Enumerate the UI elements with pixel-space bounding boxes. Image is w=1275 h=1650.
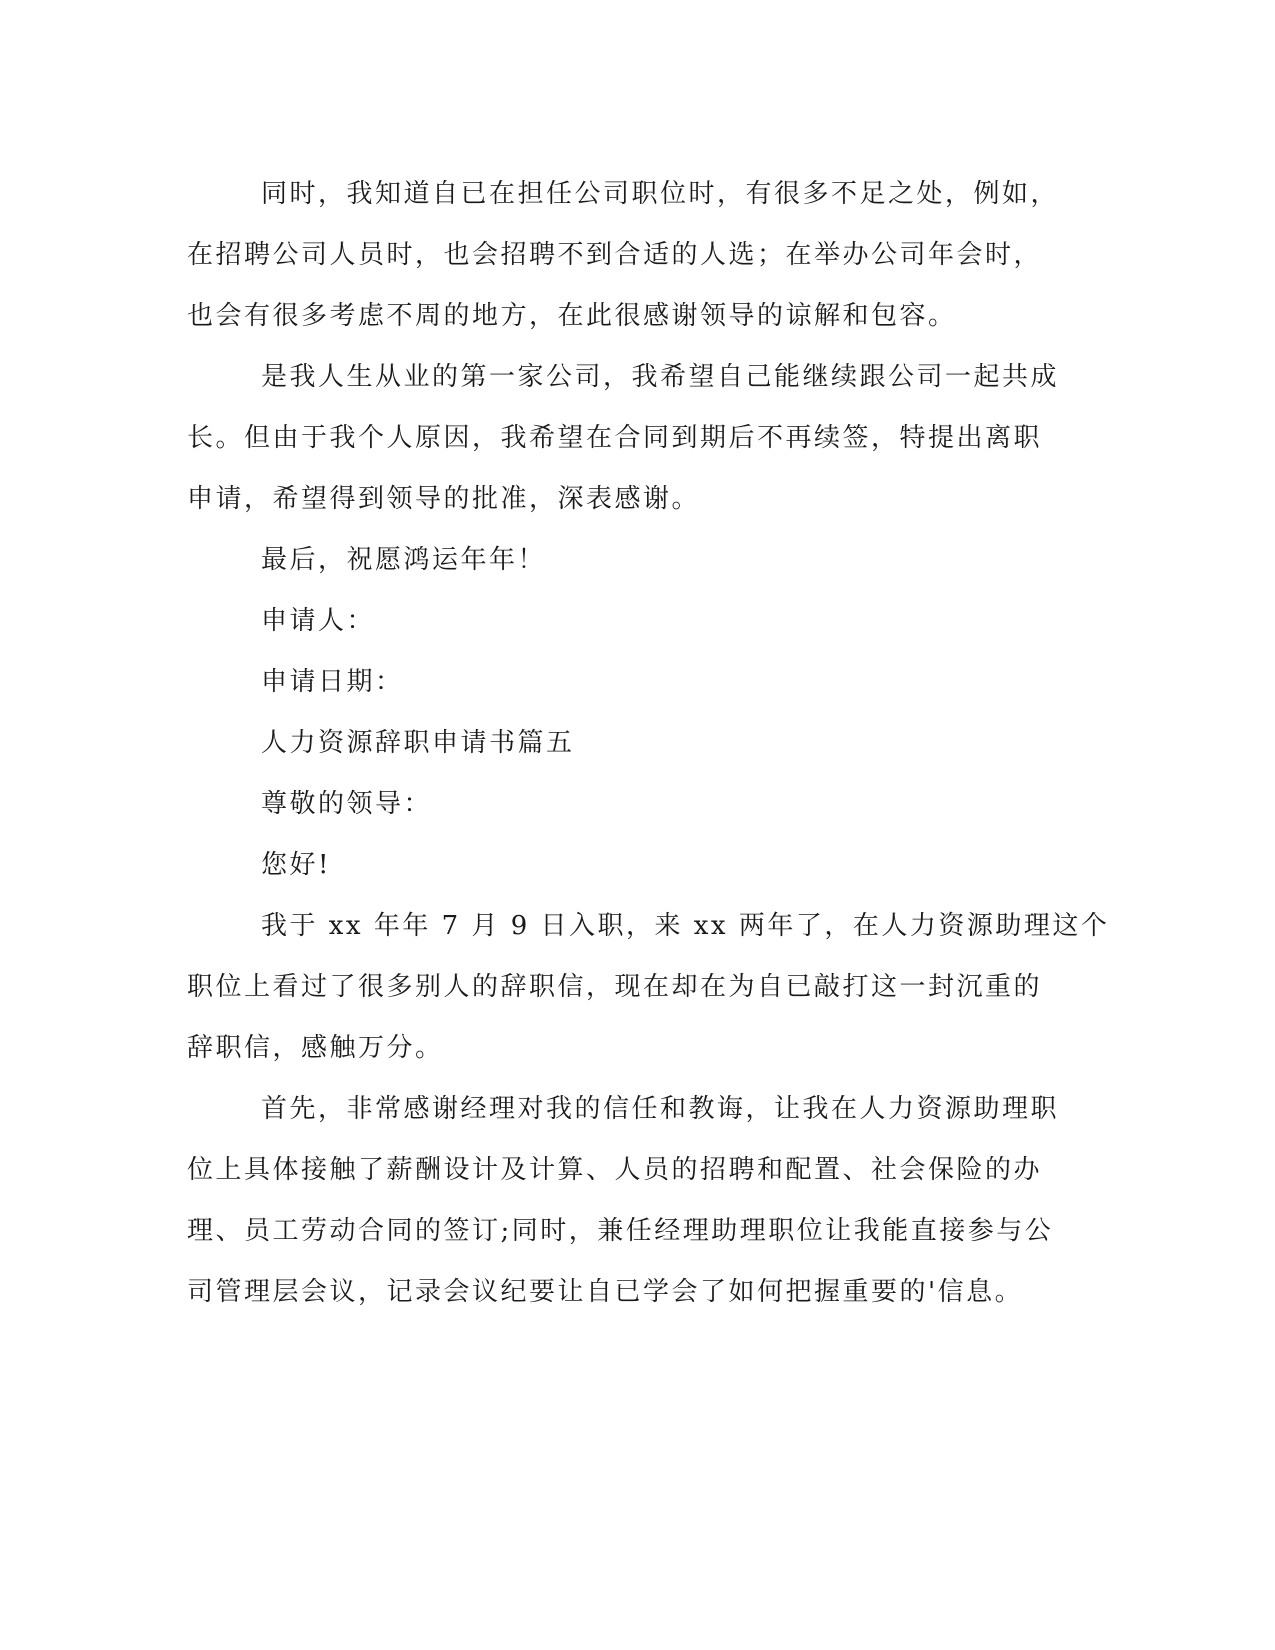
- paragraph-line: 首先，非常感谢经理对我的信任和教诲，让我在人力资源助理职: [261, 1094, 1060, 1124]
- paragraph-line: 最后，祝愿鸿运年年！: [261, 545, 547, 575]
- paragraph-line: 也会有很多考虑不周的地方，在此很感谢领导的谅解和包容。: [187, 301, 957, 331]
- paragraph-line: 同时，我知道自已在担任公司职位时，有很多不足之处，例如，: [261, 179, 1060, 209]
- paragraph-shortcomings: [187, 164, 1067, 347]
- paragraph-line: 尊敬的领导：: [261, 789, 433, 819]
- paragraph-line: 位上具体接触了薪酬设计及计算、人员的招聘和配置、社会保险的办: [187, 1155, 1043, 1185]
- paragraph-line: 申请人：: [261, 606, 376, 636]
- document-body: [187, 164, 1110, 1323]
- paragraph-resignation-reason: [187, 347, 1067, 530]
- paragraph-gratitude: [187, 1079, 1067, 1323]
- paragraph-line: 申请，希望得到领导的批准，深表感谢。: [187, 484, 701, 514]
- salutation: [187, 774, 1067, 835]
- paragraph-introduction: [187, 896, 1110, 1079]
- closing-wish: [187, 530, 1067, 591]
- application-date-label: [187, 652, 1067, 713]
- paragraph-line: 长。但由于我个人原因，我希望在合同到期后不再续签，特提出离职: [187, 423, 1043, 453]
- paragraph-line: 司管理层会议，记录会议纪要让自已学会了如何把握重要的'信息。: [187, 1277, 1024, 1307]
- paragraph-line: 人力资源辞职申请书篇五: [261, 728, 575, 758]
- paragraph-line: 辞职信，感触万分。: [187, 1033, 444, 1063]
- greeting: [187, 835, 1067, 896]
- paragraph-line: 在招聘公司人员时，也会招聘不到合适的人选；在举办公司年会时，: [187, 240, 1043, 270]
- section-title: [187, 713, 1067, 774]
- paragraph-line: 申请日期：: [261, 667, 404, 697]
- paragraph-line: 您好!: [261, 850, 331, 880]
- paragraph-line: 是我人生从业的第一家公司，我希望自己能继续跟公司一起共成: [261, 362, 1060, 392]
- paragraph-line: 我于 xx 年年 7 月 9 日入职，来 xx 两年了，在人力资源助理这个: [261, 911, 1110, 941]
- applicant-label: [187, 591, 1067, 652]
- paragraph-line: 职位上看过了很多别人的辞职信，现在却在为自已敲打这一封沉重的: [187, 972, 1043, 1002]
- paragraph-line: 理、员工劳动合同的签订;同时，兼任经理助理职位让我能直接参与公: [187, 1216, 1054, 1246]
